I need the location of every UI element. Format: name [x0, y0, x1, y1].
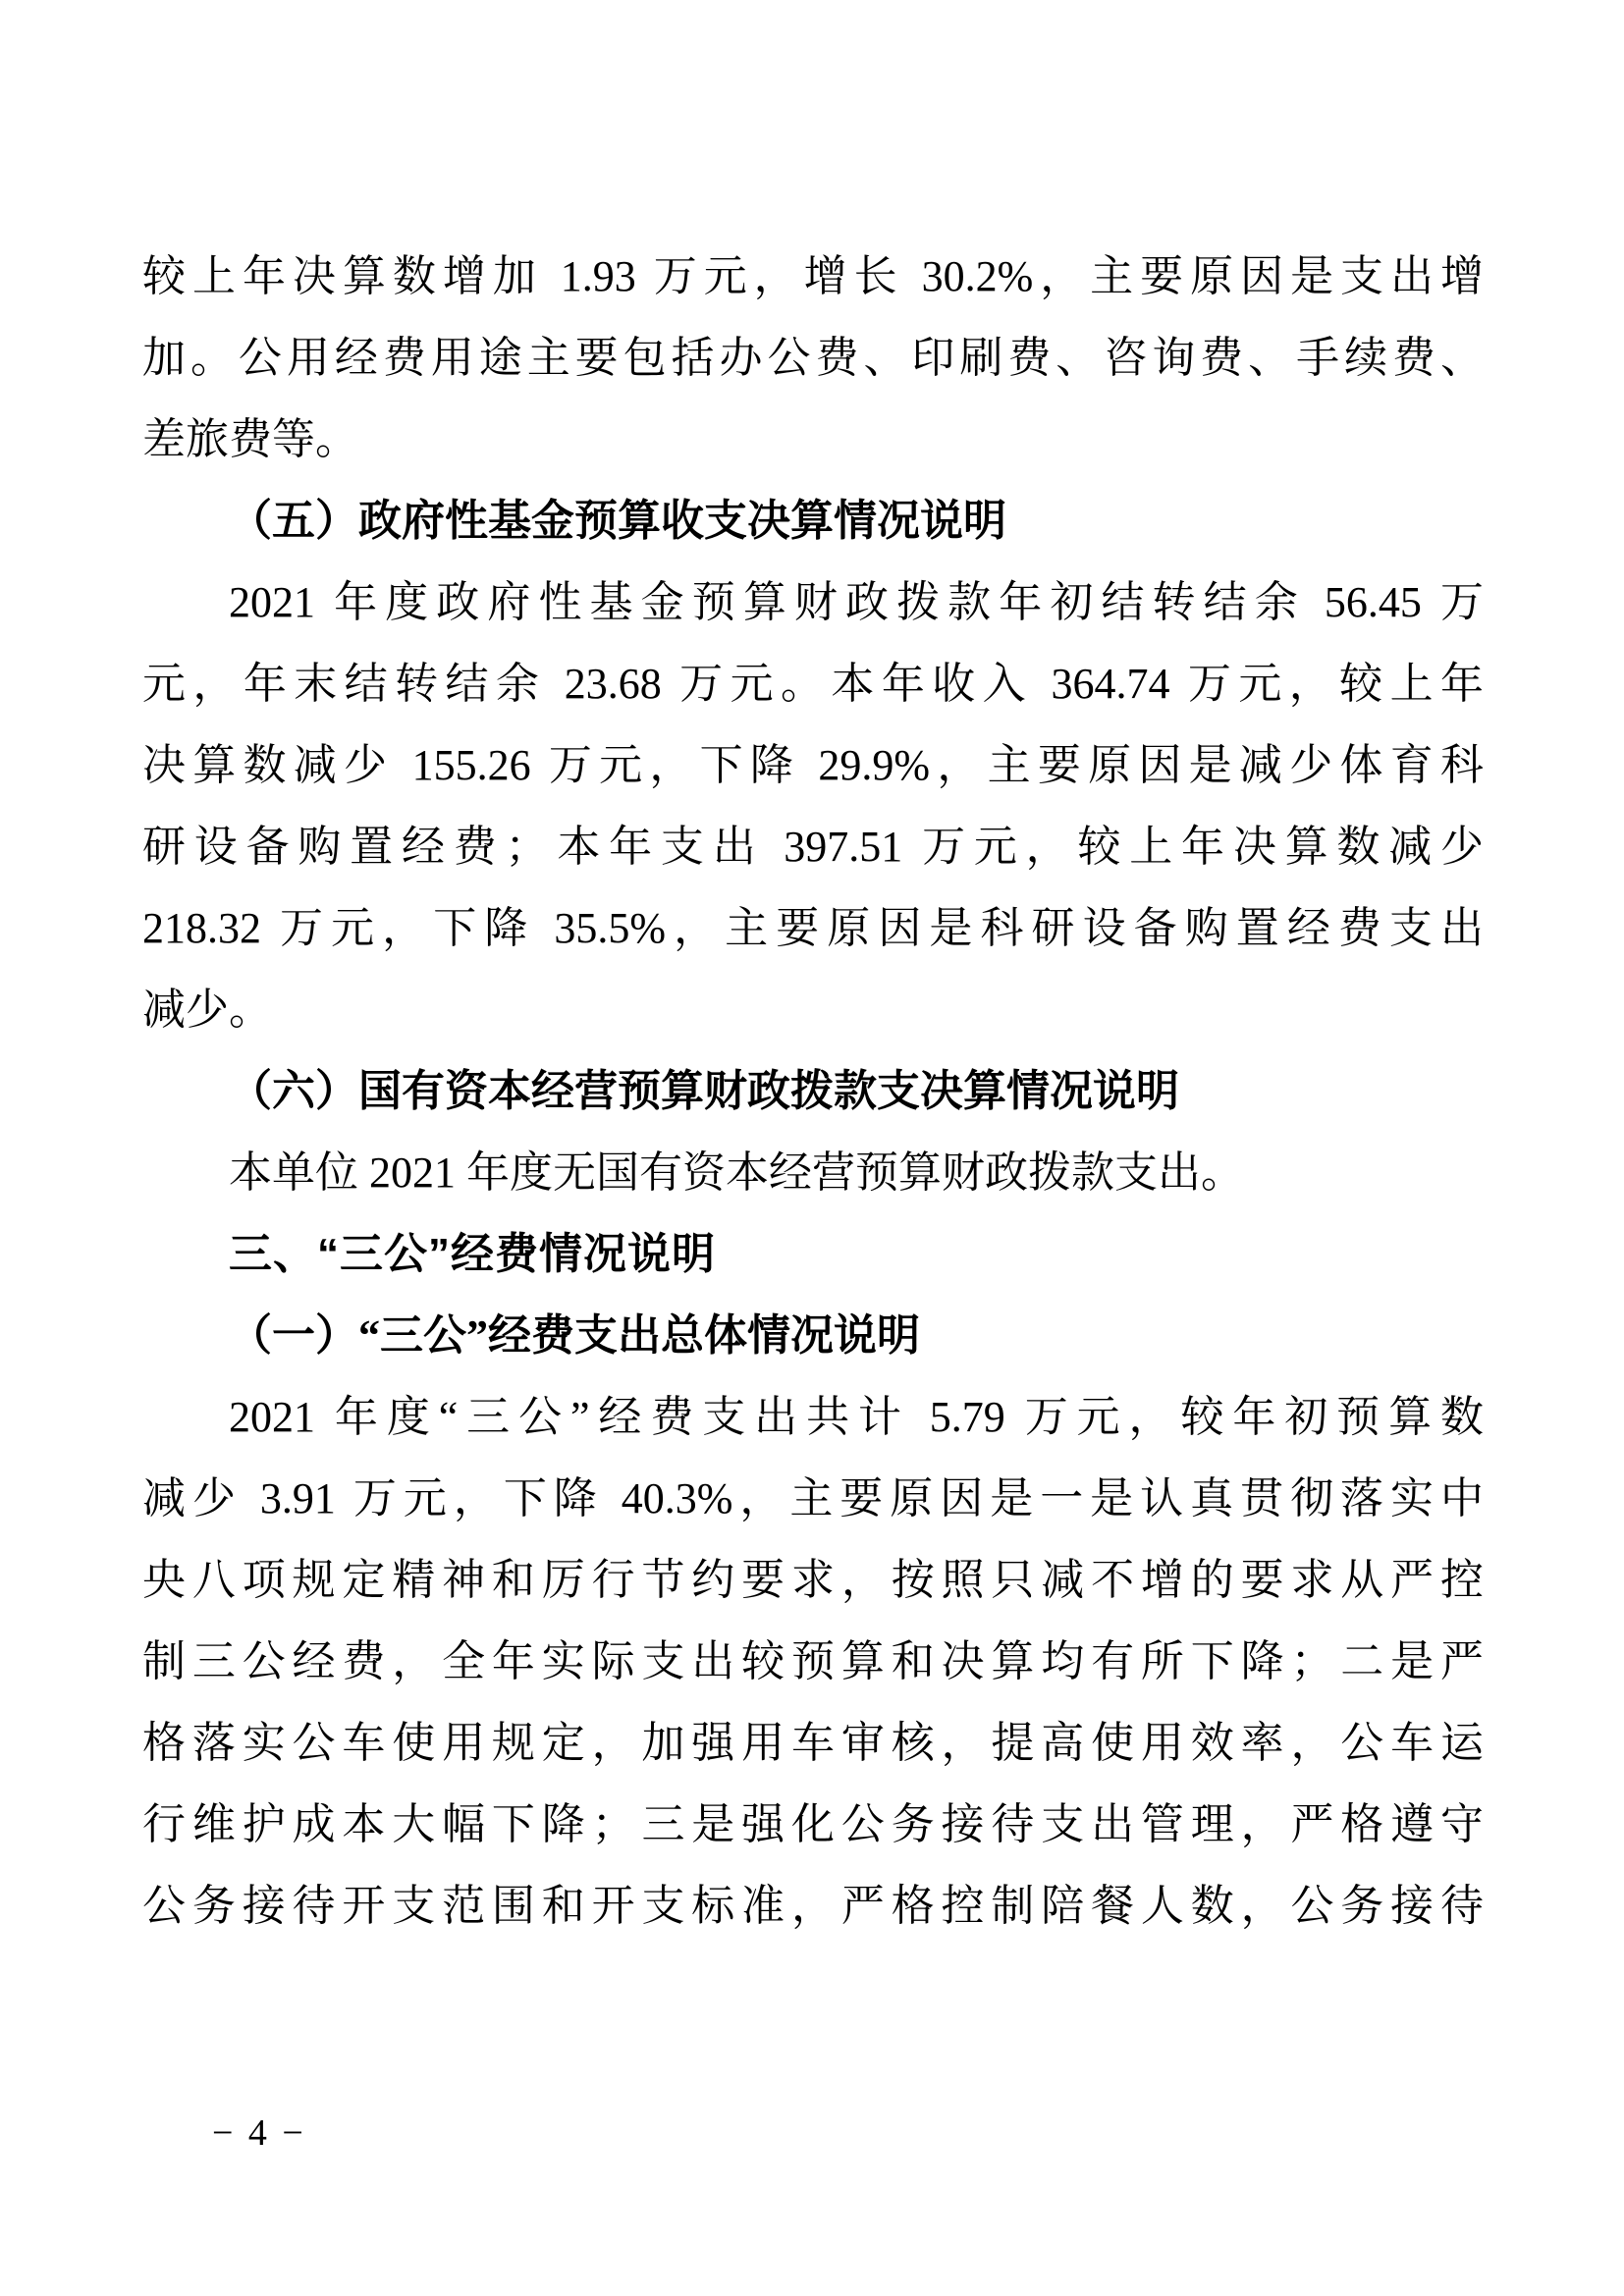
text-line: 本单位 2021 年度无国有资本经营预算财政拨款支出。	[229, 1148, 1244, 1197]
text-line: 决算数减少 155.26 万元，下降 29.9%，主要原因是减少体育科	[142, 741, 1484, 789]
section-heading-1: （一）“三公”经费支出总体情况说明	[229, 1311, 920, 1360]
text-line: 研设备购置经费；本年支出 397.51 万元，较上年决算数减少	[142, 823, 1484, 871]
text-line: 差旅费等。	[142, 415, 358, 463]
text-line: 2021 年度“三公”经费支出共计 5.79 万元，较年初预算数	[229, 1393, 1484, 1441]
section-heading-5: （五）政府性基金预算收支决算情况说明	[229, 497, 1006, 545]
text-line: 公务接待开支范围和开支标准，严格控制陪餐人数，公务接待	[142, 1882, 1484, 1930]
text-line: 减少 3.91 万元，下降 40.3%，主要原因是一是认真贯彻落实中	[142, 1474, 1484, 1522]
text-line: 218.32 万元，下降 35.5%，主要原因是科研设备购置经费支出	[142, 904, 1484, 952]
paragraph	[142, 1376, 1484, 1947]
text-line: 元，年末结转结余 23.68 万元。本年收入 364.74 万元，较上年	[142, 660, 1484, 708]
text-line: 较上年决算数增加 1.93 万元，增长 30.2%，主要原因是支出增	[142, 252, 1484, 300]
text-line: 格落实公车使用规定，加强用车审核，提高使用效率，公车运	[142, 1719, 1484, 1767]
page-number: − 4 −	[212, 2112, 303, 2154]
text-line: 加。公用经费用途主要包括办公费、印刷费、咨询费、手续费、	[142, 334, 1484, 382]
text-line: 央八项规定精神和厉行节约要求，按照只减不增的要求从严控	[142, 1556, 1484, 1604]
paragraph	[142, 236, 1484, 480]
text-line: 行维护成本大幅下降；三是强化公务接待支出管理，严格遵守	[142, 1800, 1484, 1848]
text-line: 2021 年度政府性基金预算财政拨款年初结转结余 56.45 万	[229, 578, 1484, 626]
text-line: 减少。	[142, 986, 272, 1034]
body-text	[142, 236, 1484, 1947]
text-line: 制三公经费，全年实际支出较预算和决算均有所下降；二是严	[142, 1637, 1484, 1685]
paragraph	[142, 1132, 1484, 1213]
paragraph	[142, 561, 1484, 1050]
section-heading-6: （六）国有资本经营预算财政拨款支决算情况说明	[229, 1067, 1179, 1115]
chapter-heading-3: 三、“三公”经费情况说明	[229, 1230, 716, 1278]
